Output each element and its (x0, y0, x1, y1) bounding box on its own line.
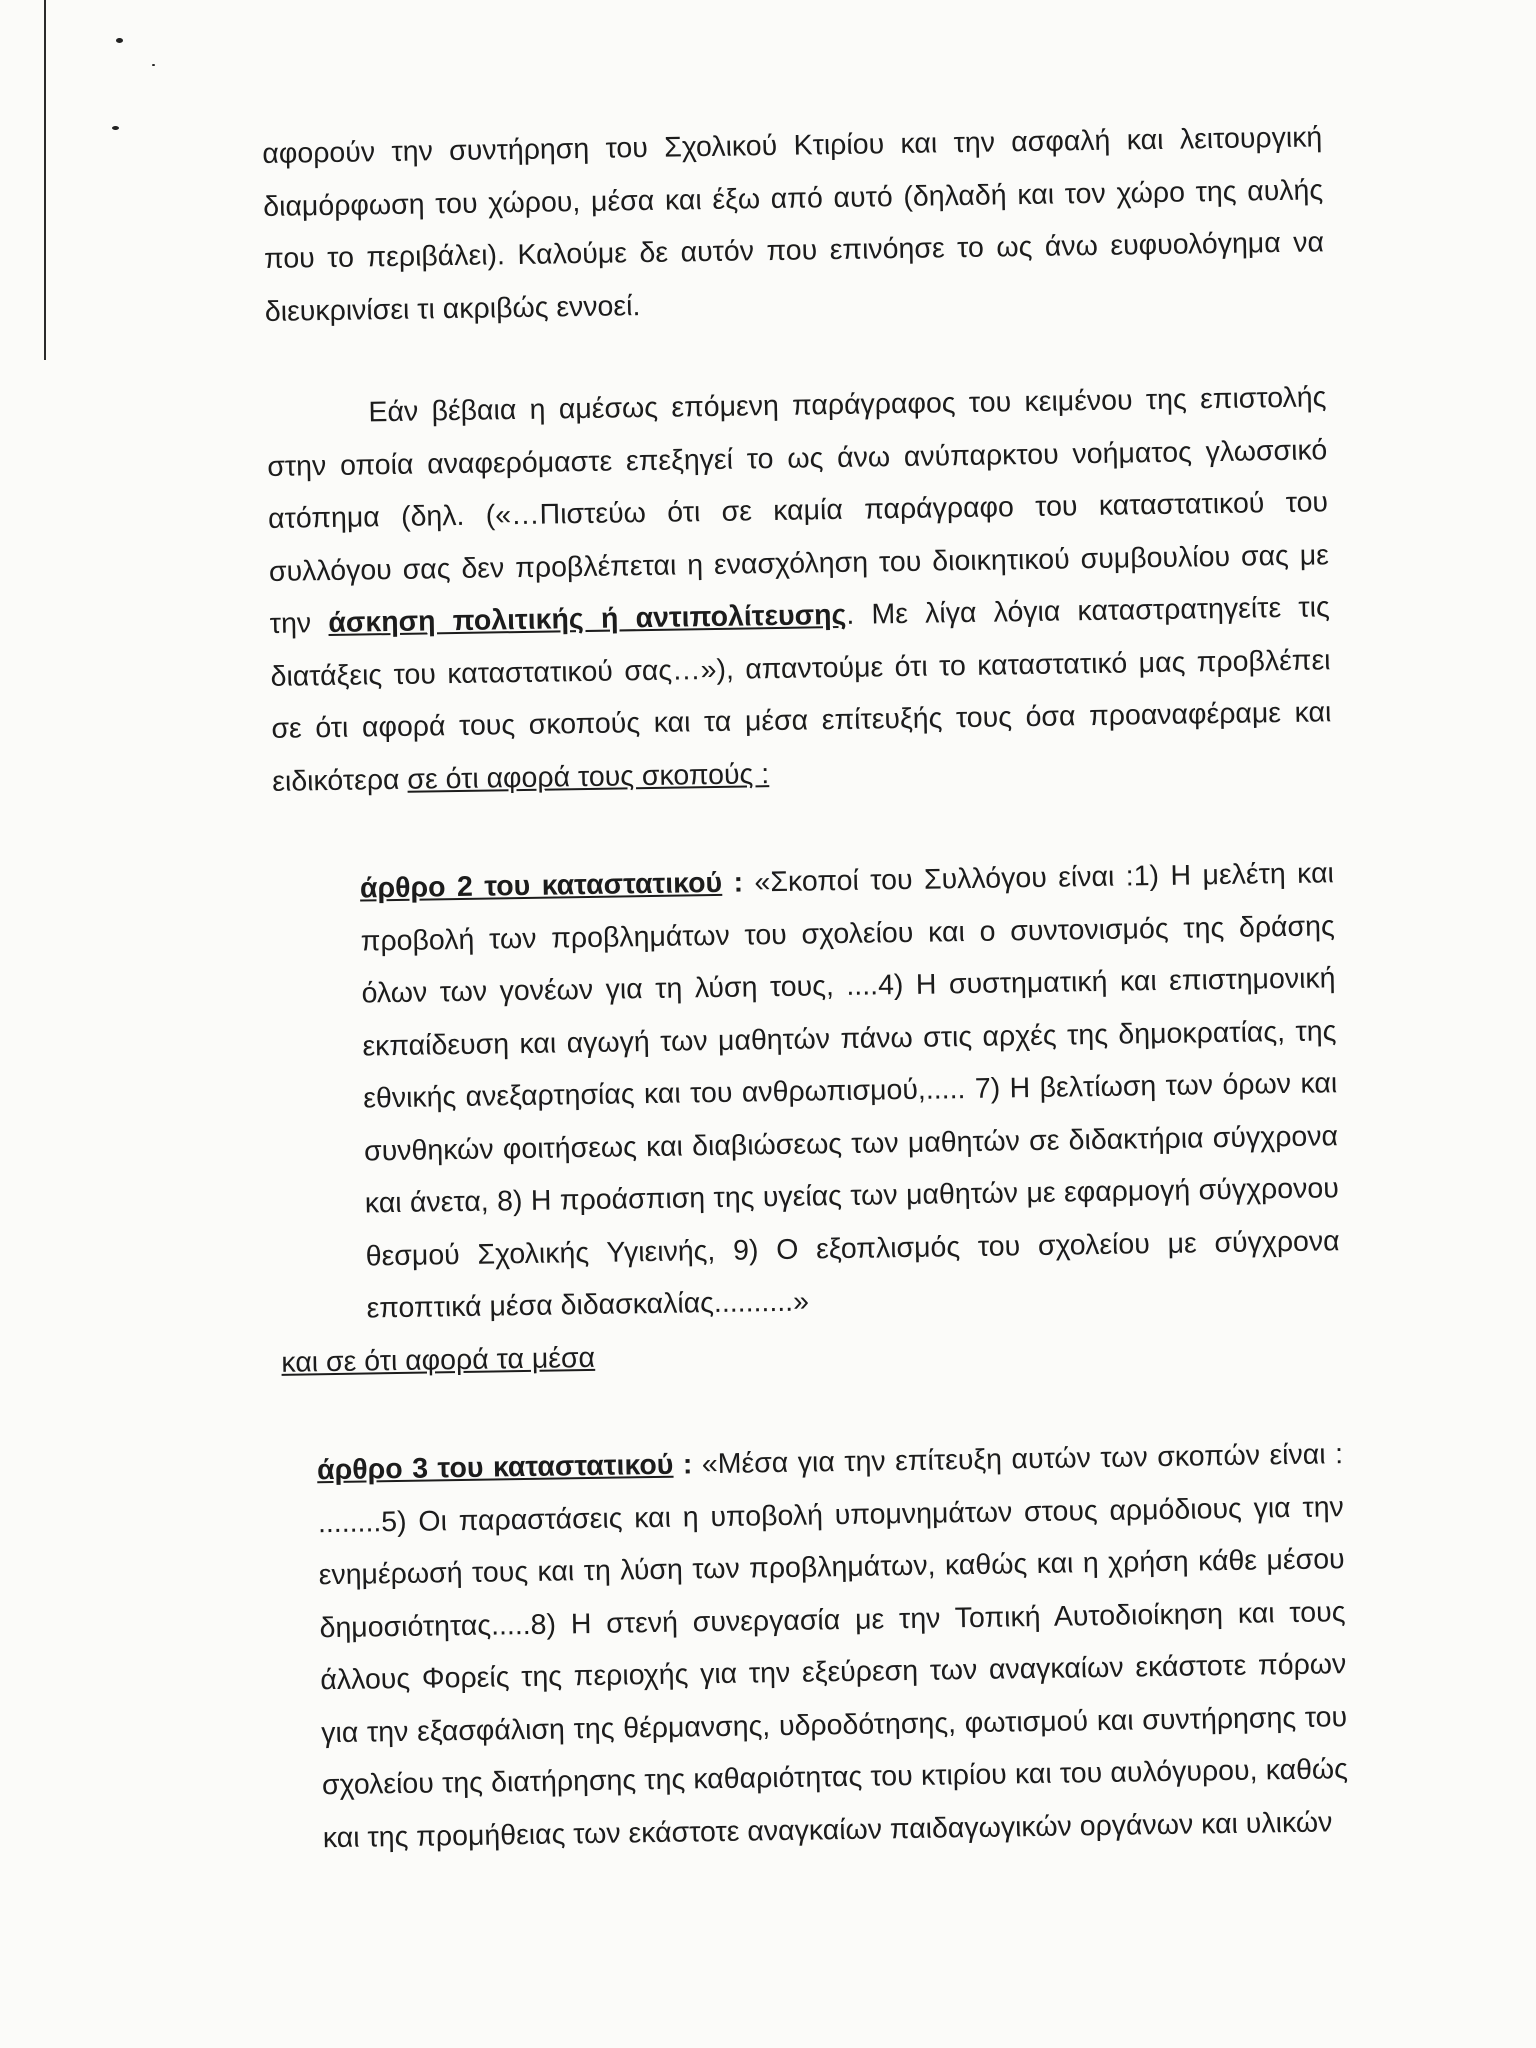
article-2-heading: άρθρο 2 του καταστατικού (359, 866, 723, 905)
scan-speck (112, 126, 119, 130)
scan-speck (152, 64, 155, 66)
paragraph-2: Εάν βέβαια η αμέσως επόμενη παράγραφος του κειμένου της επιστολής στην οποία αναφερόμαστε επεξηγεί το ως άνω ανύπαρκτου νοήματος γλωσσικό ατόπημα (δηλ. («…Πιστεύω ότι σε καμία παράγραφο του καταστατικού του συλλόγου σας δεν προβλέπεται η ενασχόληση του διοικητικού συμβουλίου σας με την άσκηση πολιτικής ή αντιπολίτευσης. Με λίγα λόγια καταστρατηγείτε τις διατάξεις του καταστατικού σας…»), απαντούμε ότι το καταστατικό μας προβλέπει σε ότι αφορά τους σκοπούς και τα μέσα επίτευξής τους όσα προαναφέραμε και ειδικότερα σε ότι αφορά τους σκοπούς : (267, 381, 1332, 798)
document-body (262, 111, 1349, 1864)
article-3-heading: άρθρο 3 του καταστατικού (316, 1448, 674, 1487)
scan-speck (116, 38, 123, 43)
binder-margin-line (44, 0, 46, 360)
article-3-paragraph: άρθρο 3 του καταστατικού : «Μέσα για την επίτευξη αυτών των σκοπών είναι : ........5) Οι παραστάσεις και η υποβολή υπομνημάτων στους αρμόδιους για την ενημέρωσή τους και τη λύση των προβλημάτων, καθώς και η χρήση κάθε μέσου δημοσιότητας.....8) Η στενή συνεργασία με την Τοπική Αυτοδιοίκηση και τους άλλους Φορείς της περιοχής για την εξεύρεση των αναγκαίων εκάστοτε πόρων για την εξασφάλιση της θέρμανσης, υδροδότησης, φωτισμού και συντήρησης του σχολείου της διατήρησης της καθαριότητας του κτιρίου και του αυλόγυρου, καθώς και της προμήθειας των εκάστοτε αναγκαίων παιδαγωγικών οργάνων και υλικών (316, 1438, 1349, 1854)
paragraph-1: αφορούν την συντήρηση του Σχολικού Κτιρίου και την ασφαλή και λειτουργική διαμόρφωση του χώρου, μέσα και έξω από αυτό (δηλαδή και τον χώρο της αυλής που το περιβάλει). Καλούμε δε αυτόν που επινόησε το ως άνω ευφυολόγημα να διευκρινίσει τι ακριβώς εννοεί. (262, 121, 1325, 328)
article-2-trailer: και σε ότι αφορά τα μέσα (281, 1341, 596, 1379)
emphasis-text: άσκηση πολιτικής ή αντιπολίτευσης (328, 598, 847, 640)
article-2-paragraph: άρθρο 2 του καταστατικού : «Σκοποί του Συλλόγου είναι :1) Η μελέτη και προβολή των προβλημάτων του σχολείου και ο συντονισμός της δράσης όλων των γονέων για τη λύση τους, ....4) Η συστηματική και επιστημονική εκπαίδευση και αγωγή των μαθητών πάνω στις αρχές της δημοκρατίας, της εθνικής ανεξαρτησίας και του ανθρωπισμού,..... 7) Η βελτίωση των όρων και συνθηκών φοιτήσεως και διαβιώσεως των μαθητών σε διδακτήρια σύγχρονα και άνετα, 8) Η προάσπιση της υγείας των μαθητών με εφαρμογή σύγχρονου θεσμού Σχολικής Υγιεινής, 9) Ο εξοπλισμός του σχολείου με σύγχρονα εποπτικά μέσα διδασκαλίας..........» (359, 857, 1340, 1325)
underlined-text: σε ότι αφορά τους σκοπούς : (407, 757, 770, 796)
